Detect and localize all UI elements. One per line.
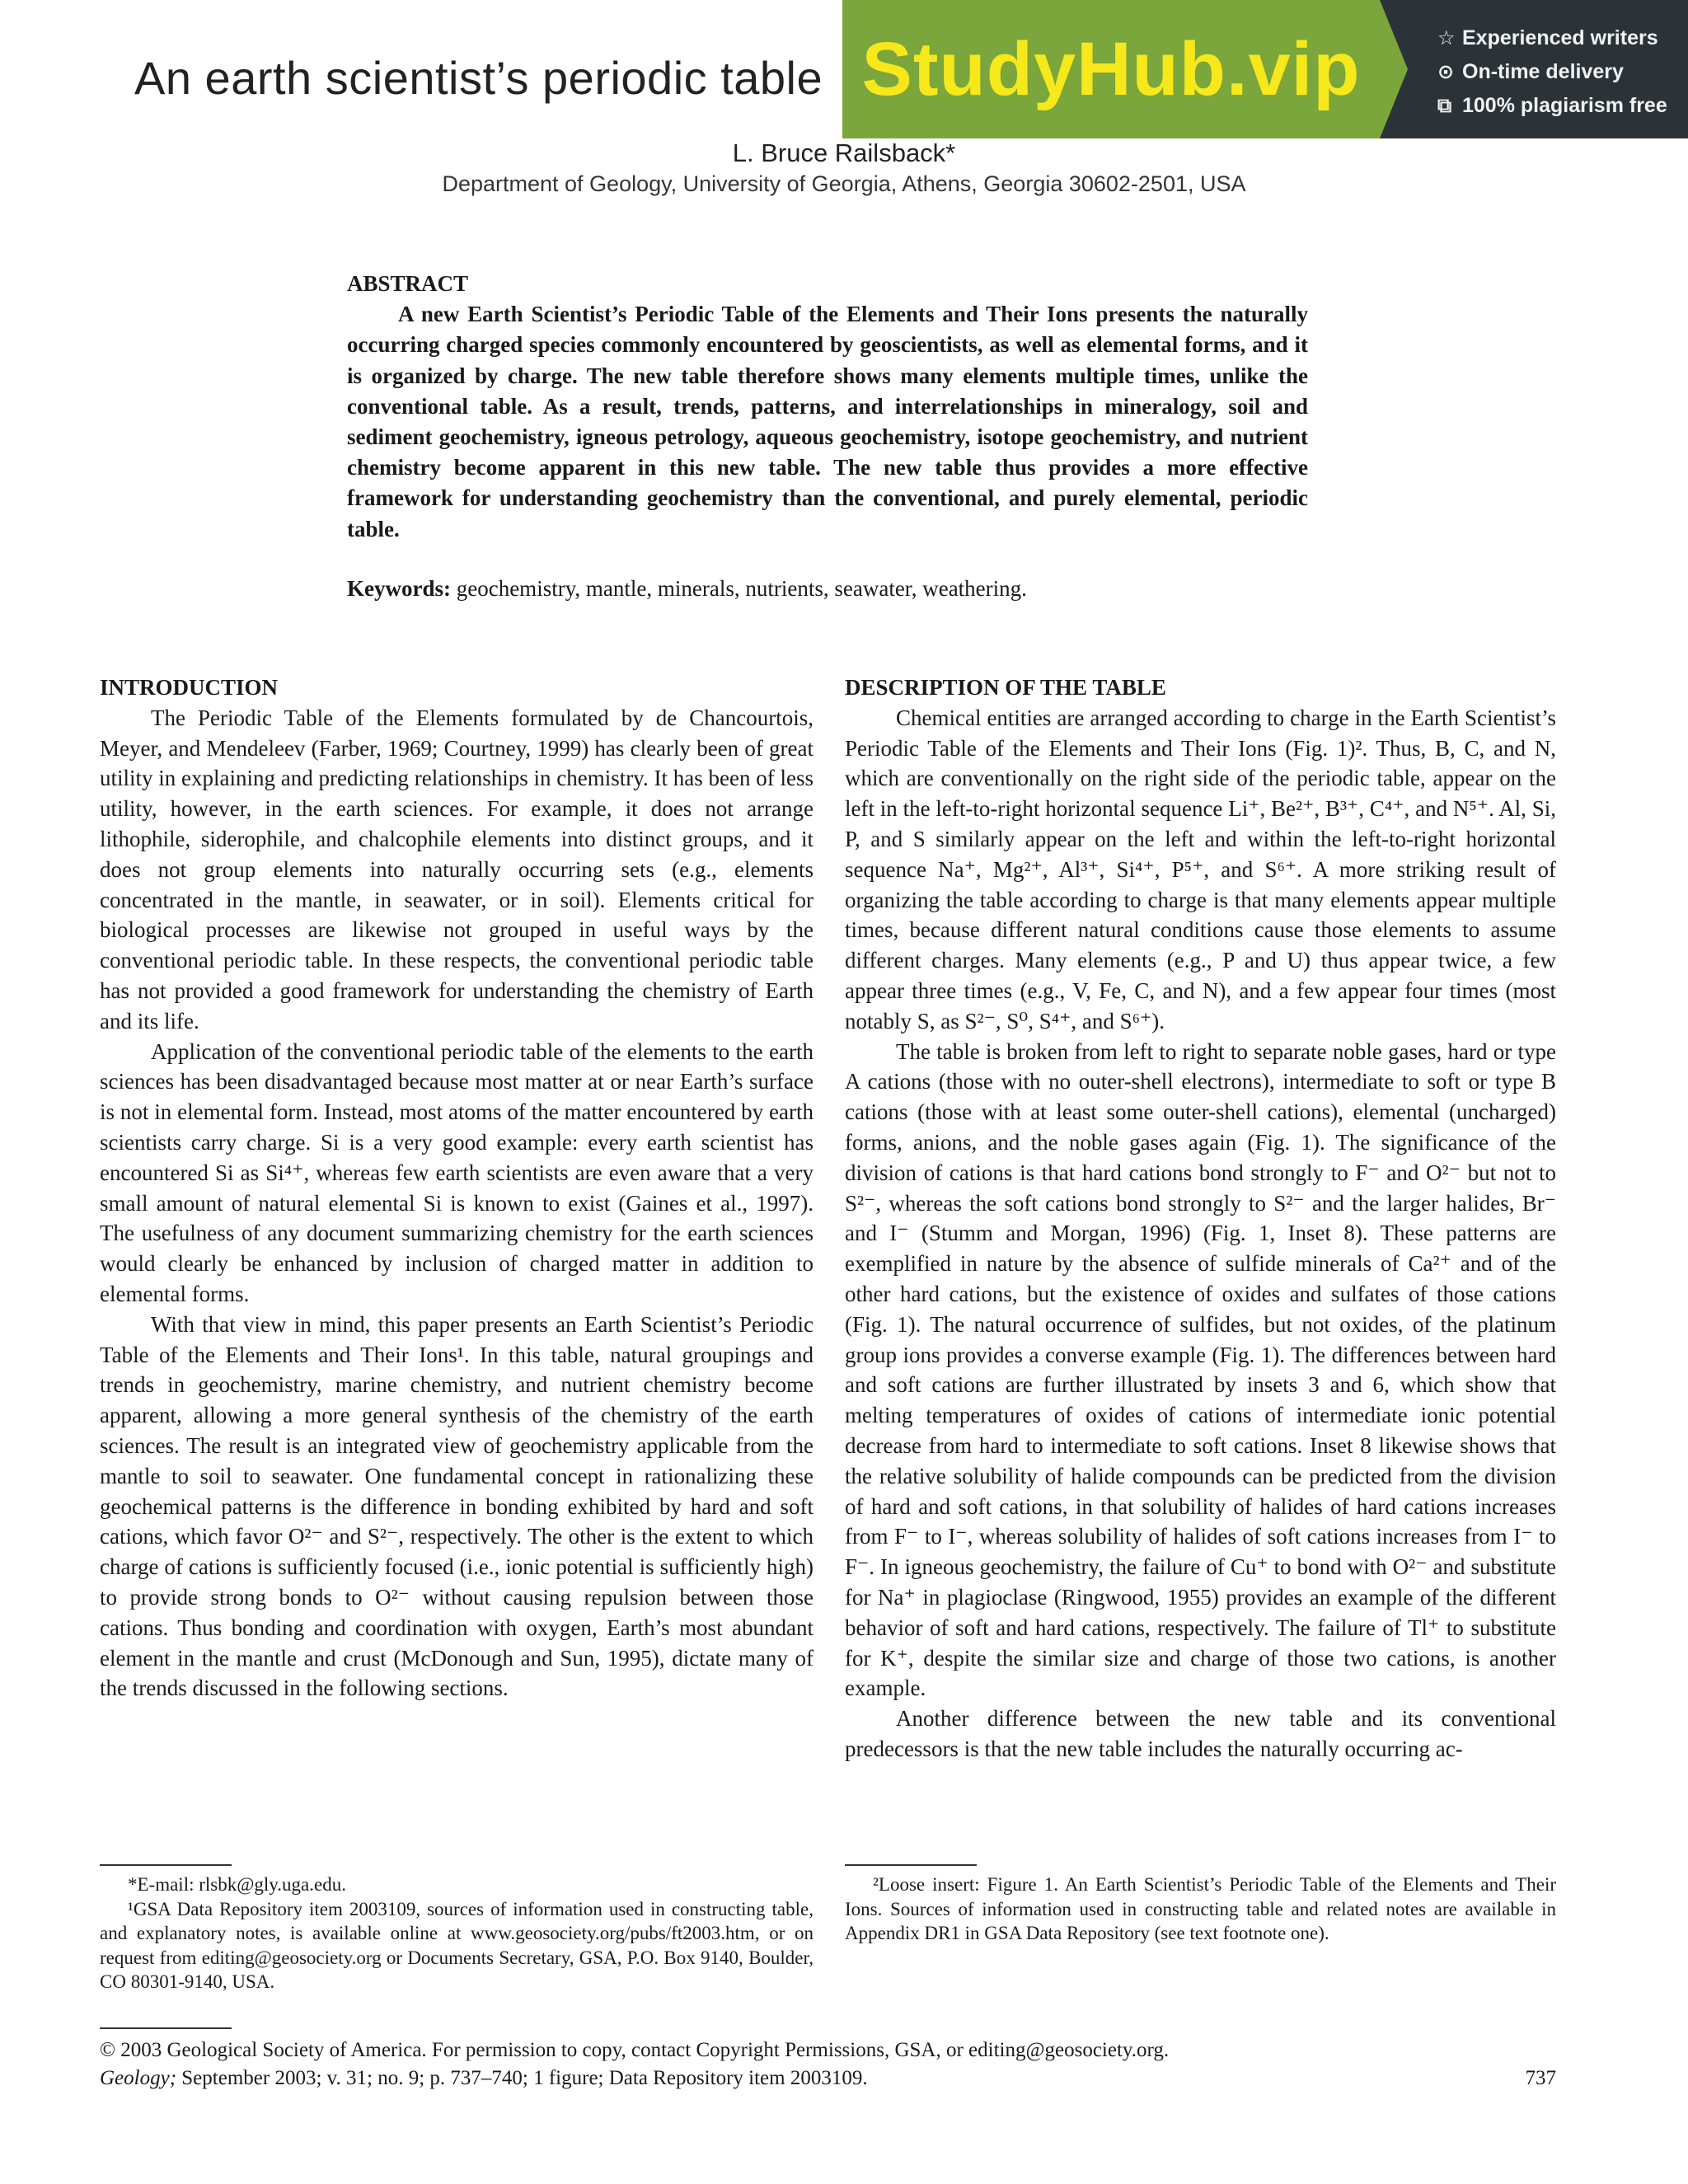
keywords-text: geochemistry, mantle, minerals, nutrients, seawater, weathering. <box>456 576 1027 601</box>
introduction-paragraph-3: With that view in mind, this paper presents an Earth Scientist’s Periodic Table of the Elements and Their Ions¹. In this table, natural groupings and trends in geochemistry, marine chemistry, and nutrient chemistry become apparent, allowing a more general synthesis of the chemistry of the earth sciences. The result is an integrated view of geochemistry applicable from the mantle to soil to seawater. One fundamental concept in rationalizing these geochemical patterns is the difference in bonding exhibited by hard and soft cations, which favor O²⁻ and S²⁻, respectively. The other is the extent to which charge of cations is sufficiently focused (i.e., ionic potential is sufficiently high) to provide strong bonds to O²⁻ without causing repulsion between those cations. Thus bonding and coordination with oxygen, Earth’s most abundant element in the mantle and crust (McDonough and Sun, 1995), dictate many of the trends discussed in the following sections. <box>100 1311 814 1701</box>
clock-icon: ⊙ <box>1437 61 1455 83</box>
abstract-heading: ABSTRACT <box>347 271 469 296</box>
star-icon: ☆ <box>1437 27 1456 49</box>
copyright-line: © 2003 Geological Society of America. For permission to copy, contact Copyright Permissions, GSA, or editing@geosociety.org. <box>100 2039 1170 2061</box>
journal-citation <box>100 2064 868 2093</box>
footnote-email: *E-mail: rlsbk@gly.uga.edu. <box>128 1874 346 1895</box>
footnote-rule-left <box>100 1864 232 1866</box>
description-heading: DESCRIPTION OF THE TABLE <box>845 675 1166 700</box>
journal-name: Geology; <box>100 2067 177 2089</box>
paper-title: An earth scientist’s periodic table <box>134 52 823 104</box>
citation-details: September 2003; v. 31; no. 9; p. 737–740; 1 figure; Data Repository item 2003109. <box>176 2067 868 2089</box>
feature-label: Experienced writers <box>1462 26 1658 49</box>
footnotes-left <box>100 1872 814 1994</box>
description-paragraph-3: Another difference between the new table and its conventional predecessors is that the new table includes the naturally occurring ac- <box>845 1706 1556 1761</box>
brand-logo-text: StudyHub.vip <box>861 26 1361 111</box>
introduction-paragraph-1: The Periodic Table of the Elements formulated by de Chancourtois, Meyer, and Mendeleev (Farber, 1969; Courtney, 1999) has clearly been of great utility in explaining and predicting relationships in chemistry. It has been of less utility, however, in the earth sciences. For example, it does not arrange lithophile, siderophile, and chalcophile elements into distinct groups, and it does not group elements into naturally occurring sets (e.g., elements concentrated in the mantle, in seawater, or in soil). Elements critical for biological processes are likewise not grouped in useful ways by the conventional periodic table. In these respects, the conventional periodic table has not provided a good framework for understanding the chemistry of Earth and its life. <box>100 705 814 1033</box>
description-paragraph-1: Chemical entities are arranged according to charge in the Earth Scientist’s Periodic Table of the Elements and Their Ions (Fig. 1)². Thus, B, C, and N, which are conventionally on the right side of the periodic table, appear on the left in the left-to-right horizontal sequence Li⁺, Be²⁺, B³⁺, C⁴⁺, and N⁵⁺. Al, Si, P, and S similarly appear on the left and within the left-to-right horizontal sequence Na⁺, Mg²⁺, Al³⁺, Si⁴⁺, P⁵⁺, and S⁶⁺. A more striking result of organizing the table according to charge is that many elements appear multiple times, because different natural conditions cause those elements to assume different charges. Many elements (e.g., P and U) thus appear twice, a few appear three times (e.g., V, Fe, C, and N), and a few appear four times (most notably S, as S²⁻, S⁰, S⁴⁺, and S⁶⁺). <box>845 705 1556 1033</box>
footer-rule <box>100 2027 232 2029</box>
left-column <box>100 673 814 1704</box>
author-name: L. Bruce Railsback* <box>732 138 956 167</box>
footnote-2: ²Loose insert: Figure 1. An Earth Scientist’s Periodic Table of the Elements and Their Ions. Sources of information used in constructing table and related notes are available in Appendix DR1 in GSA Data Repository (see text footnote one). <box>845 1874 1556 1943</box>
abstract <box>347 269 1308 545</box>
keywords <box>347 574 1308 604</box>
author-affiliation: Department of Geology, University of Georgia, Athens, Georgia 30602-2501, USA <box>442 171 1246 196</box>
right-column <box>845 673 1556 1765</box>
feature-plagiarism-free <box>1437 89 1688 123</box>
banner-feature-list <box>1380 0 1688 138</box>
feature-on-time-delivery <box>1437 55 1688 89</box>
feature-label: On-time delivery <box>1462 60 1624 83</box>
page-number: 737 <box>1525 2067 1556 2089</box>
feature-experienced-writers <box>1437 21 1688 55</box>
footnotes-right <box>845 1872 1556 1946</box>
banner-brand[interactable] <box>842 0 1380 138</box>
description-paragraph-2: The table is broken from left to right to separate noble gases, hard or type A cations (those with no outer-shell electrons), intermediate to soft or type B cations (those with at least some outer-shell cations), elemental (uncharged) forms, anions, and the noble gases again (Fig. 1). The significance of the division of cations is that hard cations bond strongly to F⁻ and O²⁻ but not to S²⁻, whereas the soft cations bond strongly to S²⁻ and the larger halides, Br⁻ and I⁻ (Stumm and Morgan, 1996) (Fig. 1, Inset 8). These patterns are exemplified in nature by the absence of sulfide minerals of Ca²⁺ and of the other hard cations, but the existence of oxides and sulfates of those cations (Fig. 1). The natural occurrence of sulfides, but not oxides, of the platinum group ions provides a converse example (Fig. 1). The differences between hard and soft cations are further illustrated by insets 3 and 6, which show that melting temperatures of oxides of cations of intermediate ionic potential decrease from hard to intermediate to soft cations. Inset 8 likewise shows that the relative solubility of halide compounds can be predicted from the division of hard and soft cations, in that solubility of halides of hard cations increases from F⁻ to I⁻, whereas solubility of halides of soft cations increases from I⁻ to F⁻. In igneous geochemistry, the failure of Cu⁺ to bond with O²⁻ and substitute for Na⁺ in plagioclase (Ringwood, 1955) provides an example of the different behavior of soft and hard cations, respectively. The failure of Tl⁺ to substitute for K⁺, despite the similar size and charge of those two cations, is another example. <box>845 1038 1556 1701</box>
introduction-paragraph-2: Application of the conventional periodic table of the elements to the earth sciences has been disadvantaged because most matter at or near Earth’s surface is not in elemental form. Instead, most atoms of the matter encountered by earth scientists carry charge. Si is a very good example: every earth scientist has encountered Si as Si⁴⁺, whereas few earth scientists are even aware that a very small amount of natural elemental Si is known to exist (Gaines et al., 1997). The usefulness of any document summarizing chemistry for the earth sciences would clearly be enhanced by inclusion of charged matter in addition to elemental forms. <box>100 1038 814 1306</box>
footnote-1: ¹GSA Data Repository item 2003109, sources of information used in constructing table, and explanatory notes, is available online at www.geosociety.org/pubs/ft2003.htm, or on request from editing@geosociety.org or Documents Secretary, GSA, P.O. Box 9140, Boulder, CO 80301-9140, USA. <box>100 1898 814 1992</box>
footnote-rule-right <box>845 1864 977 1866</box>
abstract-text: A new Earth Scientist’s Periodic Table of the Elements and Their Ions presents the naturally occurring charged species commonly encountered by geoscientists, as well as elemental forms, and it is organized by charge. The new table therefore shows many elements multiple times, unlike the conventional table. As a result, trends, patterns, and interrelationships in mineralogy, soil and sediment geochemistry, igneous petrology, aqueous geochemistry, isotope geochemistry, and nutrient chemistry become apparent in this new table. The new table thus provides a more effective framework for understanding geochemistry than the conventional, and purely elemental, periodic table. <box>347 302 1308 541</box>
keywords-label: Keywords: <box>347 576 451 601</box>
introduction-heading: INTRODUCTION <box>100 675 279 700</box>
studyhub-banner[interactable] <box>842 0 1688 138</box>
copy-icon: ⧉ <box>1437 94 1452 117</box>
feature-label: 100% plagiarism free <box>1462 94 1667 117</box>
